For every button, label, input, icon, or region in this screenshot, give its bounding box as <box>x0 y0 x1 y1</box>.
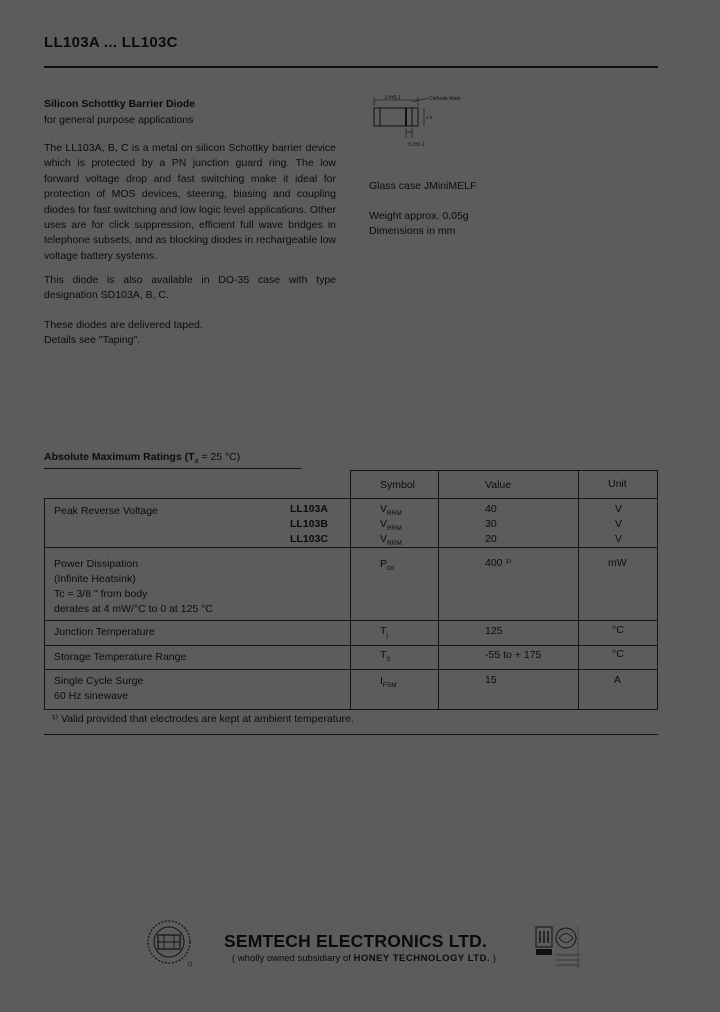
package-weight: Weight approx. 0.05g <box>369 210 469 222</box>
description-paragraph: The LL103A, B, C is a metal on silicon Schottky barrier device which is protected by a PN junction guard ring. The low forward voltage drop and fast switching make it ideal for protection of MOS devices, steering, biasing and coupling diodes for fast switching and low logic level applications. Other uses are for click suppression, efficient full wave bridges in telephone subsets, and as blocking diodes in rechargeable low voltage battery systems. <box>44 142 336 262</box>
company-subsidiary-note: ( wholly owned subsidiary of HONEY TECHNOLOGY LTD. ) <box>232 953 496 964</box>
availability-paragraph: This diode is also available in DO-35 case with type designation SD103A, B, C. <box>44 274 336 302</box>
unit-vrrm-a: V <box>615 503 623 515</box>
cathode-mark-label: Cathode Mark <box>429 96 461 102</box>
unit-vrrm-b: V <box>615 518 623 530</box>
param-power-note-1: (Infinite Heatsink) <box>54 573 136 585</box>
type-ll103c: LL103C <box>290 533 328 545</box>
unit-tj: °C <box>612 624 624 636</box>
symbol-ts: $T_S$ <box>380 649 391 664</box>
header-value: Value <box>485 479 512 491</box>
package-outline-drawing <box>366 94 462 150</box>
value-vrrm-c: 20 <box>485 533 497 545</box>
value-vrrm-b: 30 <box>485 518 497 530</box>
symbol-vrrm-c: $V_{RRM}$ <box>380 533 402 548</box>
product-subtitle: Silicon Schottky Barrier Diode <box>44 98 196 110</box>
header-unit: Unit <box>608 478 627 490</box>
package-case: Glass case JMiniMELF <box>369 180 477 192</box>
param-storage-temperature: Storage Temperature Range <box>54 651 187 663</box>
type-ll103b: LL103B <box>290 518 328 530</box>
value-tj: 125 <box>485 625 503 637</box>
header-rule <box>44 66 658 68</box>
unit-ptot: mW <box>608 557 627 569</box>
type-ll103a: LL103A <box>290 503 328 515</box>
svg-text:3.4±0.1: 3.4±0.1 <box>384 95 401 101</box>
param-single-cycle-surge: Single Cycle Surge <box>54 675 144 687</box>
unit-vrrm-c: V <box>615 533 623 545</box>
value-vrrm-a: 40 <box>485 503 497 515</box>
certification-mark-icon <box>535 925 581 971</box>
package-dimensions: Dimensions in mm <box>369 225 456 237</box>
unit-ts: °C <box>612 648 624 660</box>
unit-ifsm: A <box>614 674 622 686</box>
semtech-logo <box>144 917 194 967</box>
param-power-note-3: derates at 4 mW/°C to 0 at 125 °C <box>54 603 213 615</box>
purpose-text: for general purpose applications <box>44 114 194 126</box>
symbol-tj: $T_j$ <box>380 625 388 640</box>
ratings-title: Absolute Maximum Ratings ($T_a = 25$ °C) <box>44 451 241 466</box>
value-ptot: 400 ¹⁾ <box>485 557 512 569</box>
symbol-vrrm-b: $V_{RRM}$ <box>380 518 402 533</box>
param-peak-reverse-voltage: Peak Reverse Voltage <box>54 505 158 517</box>
svg-text:0.3±0.1: 0.3±0.1 <box>408 142 425 148</box>
value-ifsm: 15 <box>485 674 497 686</box>
company-name: SEMTECH ELECTRONICS LTD. <box>224 931 488 951</box>
header-symbol: Symbol <box>380 479 416 491</box>
symbol-ifsm: $I_{FSM}$ <box>380 675 397 690</box>
symbol-vrrm-a: $V_{RRM}$ <box>380 503 402 518</box>
page-title: LL103A ... LL103C <box>44 34 178 51</box>
param-junction-temperature: Junction Temperature <box>54 626 155 638</box>
param-power-dissipation: Power Dissipation <box>54 558 139 570</box>
symbol-ptot: $P_{tot}$ <box>380 558 395 573</box>
param-power-note-2: Tc = 3/8 " from body <box>54 588 148 600</box>
taping-line-2: Details see "Taping". <box>44 334 141 346</box>
param-surge-note: 60 Hz sinewave <box>54 690 129 702</box>
value-ts: -55 to + 175 <box>485 649 542 661</box>
taping-line-1: These diodes are delivered taped. <box>44 319 203 331</box>
ratings-footnote: ¹⁾ Valid provided that electrodes are kept at ambient temperature. <box>52 713 354 725</box>
svg-text:1.6: 1.6 <box>426 115 433 120</box>
